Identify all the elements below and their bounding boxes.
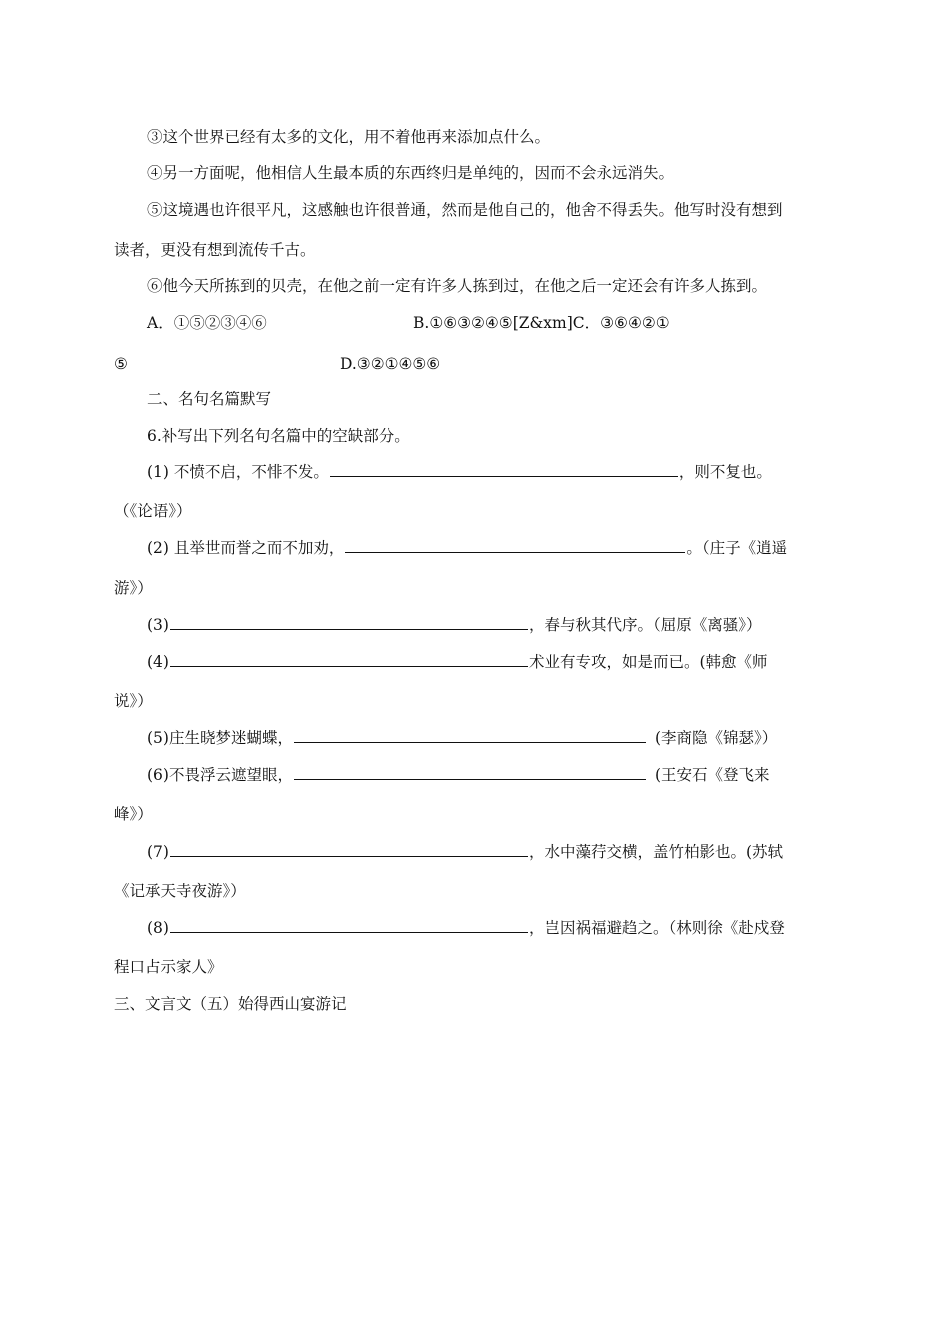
fill-item-4-prefix: (4) [147,653,169,671]
fill-item-8-suffix: ，岂因祸福避趋之。（林则徐《赴戍登 [528,919,785,937]
fill-item-3-blank[interactable] [170,614,528,630]
fill-item-5-prefix: (5)庄生晓梦迷蝴蝶， [147,729,293,747]
fill-item-4-blank[interactable] [170,651,528,667]
fill-item-2-prefix: (2) 且举世而誉之而不加劝， [147,539,345,557]
fill-item-7-source: 《记承天寺夜游》） [114,882,246,900]
choice-d: D.③②①④⑤⑥ [340,355,441,373]
fill-item-1 [147,461,772,482]
fill-item-4-source: 说》） [114,692,153,710]
option-3-text: ③这个世界已经有太多的文化，用不着他再来添加点什么。 [147,128,551,146]
fill-item-4-suffix: 术业有专攻，如是而已。(韩愈《师 [528,653,768,671]
section-3-heading: 三、文言文（五）始得西山宴游记 [114,995,347,1013]
choice-a: A．①⑤②③④⑥ [147,314,267,332]
option-5-continued: 读者，更没有想到流传千古。 [114,241,316,259]
fill-item-6-suffix: (王安石《登飞来 [654,766,770,784]
fill-item-7-prefix: (7) [147,843,169,861]
fill-item-2 [147,537,787,558]
fill-item-6-blank[interactable] [294,764,646,780]
fill-item-1-source: （《论语》） [114,502,192,520]
fill-item-5-suffix: (李商隐《锦瑟》） [654,729,778,747]
fill-item-7 [147,841,783,862]
option-6-text: ⑥他今天所拣到的贝壳，在他之前一定有许多人拣到过，在他之后一定还会有许多人拣到。 [147,277,768,295]
fill-item-3-prefix: (3) [147,616,169,634]
choice-b-c: B.①⑥③②④⑤[Z&xm]C．③⑥④②① [413,314,670,332]
fill-item-1-blank[interactable] [330,461,678,477]
fill-item-5-blank[interactable] [294,727,646,743]
fill-item-2-suffix: 。（庄子《逍遥 [686,539,788,557]
fill-item-7-blank[interactable] [170,841,528,857]
fill-item-4 [147,651,768,672]
option-5-text: ⑤这境遇也许很平凡，这感触也许很普通，然而是他自己的，他舍不得丢失。他写时没有想到 [147,201,783,219]
fill-item-3-suffix: ，春与秋其代序。（屈原《离骚》） [528,616,762,634]
option-4-text: ④另一方面呢，他相信人生最本质的东西终归是单纯的，因而不会永远消失。 [147,164,675,182]
fill-item-1-suffix: ，则不复也。 [678,463,772,481]
fill-item-8-prefix: (8) [147,919,169,937]
fill-item-8-source: 程口占示家人》 [114,958,223,976]
fill-item-6-prefix: (6)不畏浮云遮望眼， [147,766,293,784]
fill-item-3 [147,614,761,635]
fill-item-2-source: 游》） [114,579,153,597]
fill-item-6 [147,764,770,785]
question-6-prompt: 6.补写出下列名句名篇中的空缺部分。 [147,427,410,445]
section-2-heading: 二、名句名篇默写 [147,390,272,408]
fill-item-8-blank[interactable] [170,917,528,933]
choice-c-continued: ⑤ [114,355,128,373]
fill-item-7-suffix: ，水中藻荇交横，盖竹柏影也。(苏轼 [528,843,784,861]
fill-item-2-blank[interactable] [345,537,685,553]
fill-item-8 [147,917,785,938]
fill-item-1-prefix: (1) 不愤不启，不悱不发。 [147,463,329,481]
fill-item-5 [147,727,777,748]
fill-item-6-source: 峰》） [114,805,153,823]
